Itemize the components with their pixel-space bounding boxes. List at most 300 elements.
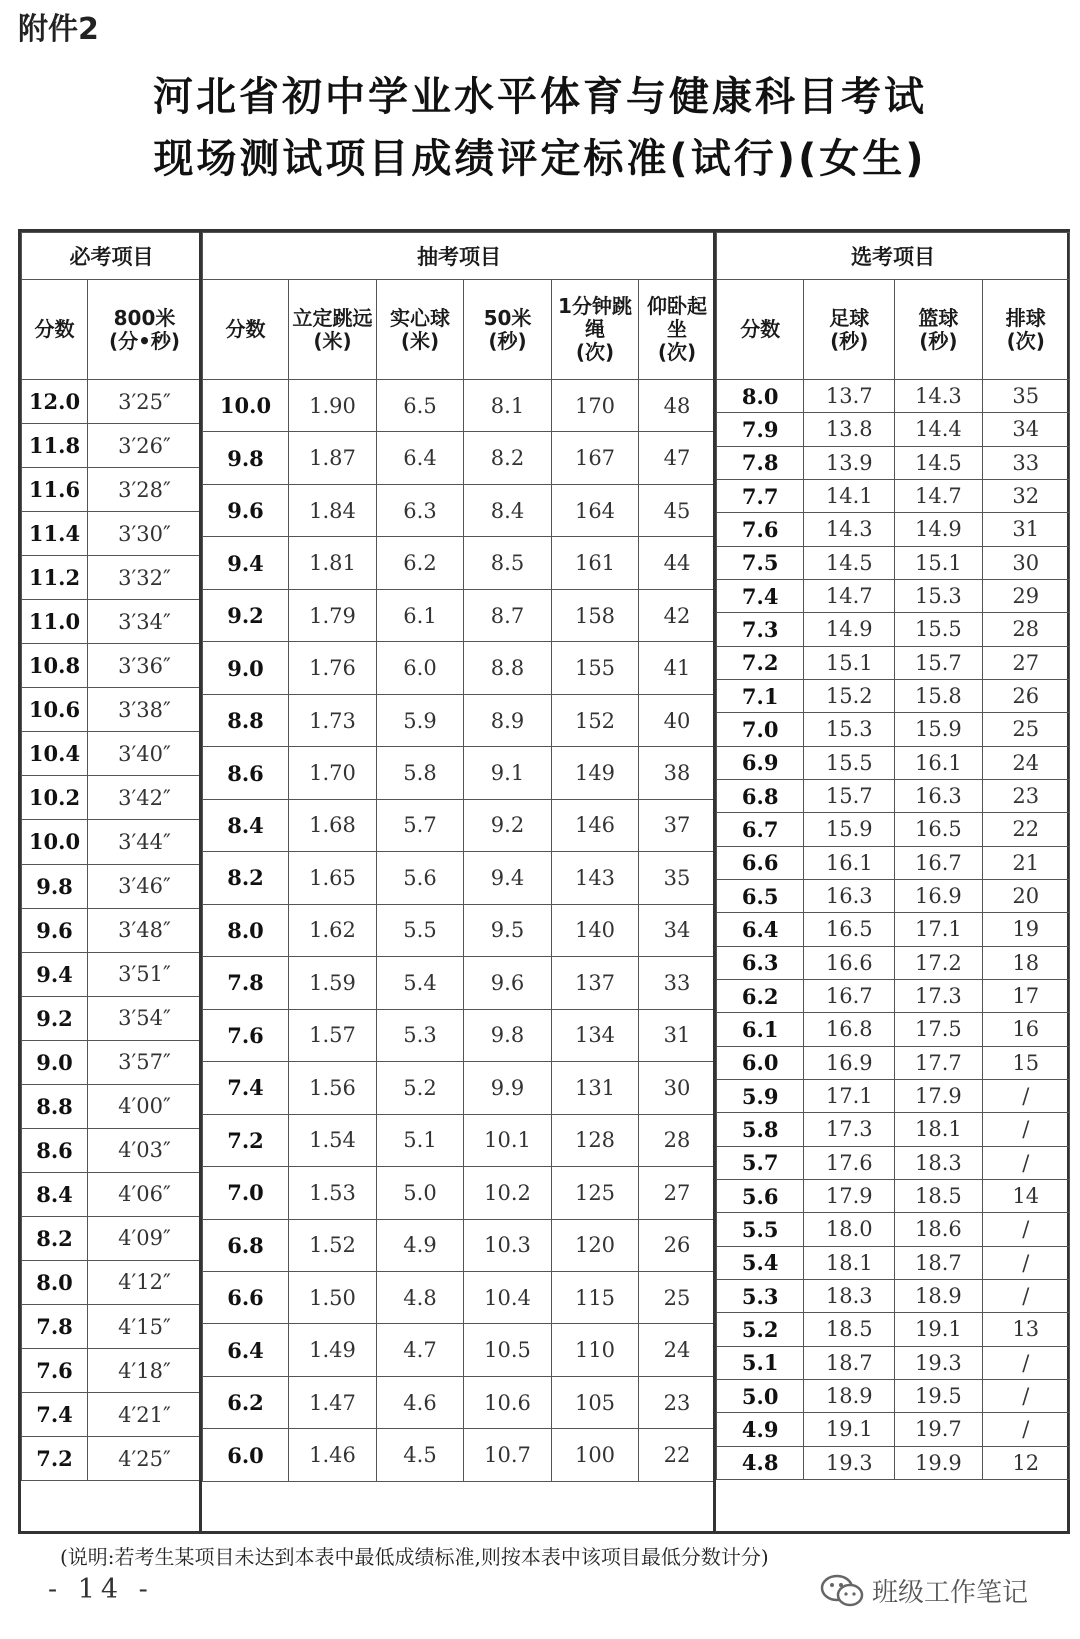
table-row (717, 1279, 1070, 1312)
table-row (22, 1260, 202, 1304)
value-cell: 4.8 (377, 1271, 464, 1323)
table-row (717, 1213, 1070, 1246)
wechat-icon (820, 1573, 864, 1609)
value-cell: 6.2 (377, 537, 464, 589)
table-row (203, 484, 716, 536)
table-row (717, 879, 1070, 912)
table-row (717, 1079, 1070, 1112)
value-cell: / (982, 1213, 1069, 1246)
score-cell: 7.4 (203, 1062, 289, 1114)
table-row (203, 537, 716, 589)
value-cell: / (982, 1113, 1069, 1146)
value-cell: 4.5 (377, 1429, 464, 1481)
value-cell: 15.3 (804, 713, 895, 746)
score-cell: 6.0 (203, 1429, 289, 1481)
table-row (717, 846, 1070, 879)
table-row (22, 1437, 202, 1481)
table-row (717, 1413, 1070, 1446)
value-cell: 161 (552, 537, 639, 589)
value-cell: 1.52 (289, 1219, 377, 1271)
score-cell: 10.0 (203, 380, 289, 432)
value-cell: 17 (982, 979, 1069, 1012)
score-cell: 9.2 (22, 996, 88, 1040)
value-cell: 41 (639, 642, 716, 694)
page-title-line1: 河北省初中学业水平体育与健康科目考试 (153, 74, 927, 120)
value-cell: 3′25″ (88, 380, 202, 424)
table-row (717, 479, 1070, 512)
score-cell: 7.8 (203, 957, 289, 1009)
score-cell: 6.6 (717, 846, 804, 879)
value-cell: 8.7 (464, 589, 552, 641)
value-cell: 5.0 (377, 1167, 464, 1219)
value-cell: 6.3 (377, 484, 464, 536)
value-cell: 8.8 (464, 642, 552, 694)
score-cell: 5.8 (717, 1113, 804, 1146)
value-cell: 15 (982, 1046, 1069, 1079)
value-cell: 10.1 (464, 1114, 552, 1166)
value-cell: 16.9 (804, 1046, 895, 1079)
column-header (717, 280, 804, 380)
value-cell: 38 (639, 747, 716, 799)
value-cell: 13.9 (804, 446, 895, 479)
value-cell: 9.6 (464, 957, 552, 1009)
value-cell: 164 (552, 484, 639, 536)
value-cell: 17.1 (895, 913, 982, 946)
score-cell: 11.8 (22, 424, 88, 468)
value-cell: 3′40″ (88, 732, 202, 776)
value-cell: 134 (552, 1009, 639, 1061)
value-cell: 15.3 (895, 579, 982, 612)
column-header-unit: (秒) (919, 328, 958, 353)
table-row (22, 996, 202, 1040)
value-cell: 26 (639, 1219, 716, 1271)
score-cell: 6.4 (717, 913, 804, 946)
value-cell: 23 (639, 1376, 716, 1428)
table-row (203, 1167, 716, 1219)
value-cell: 21 (982, 846, 1069, 879)
value-cell: 3′28″ (88, 468, 202, 512)
score-cell: 7.4 (22, 1393, 88, 1437)
column-header (982, 280, 1069, 380)
table-row (203, 1324, 716, 1376)
value-cell: 18.6 (895, 1213, 982, 1246)
table-row (22, 732, 202, 776)
value-cell: 19.7 (895, 1413, 982, 1446)
value-cell: 16.8 (804, 1013, 895, 1046)
value-cell: / (982, 1246, 1069, 1279)
value-cell: 4′21″ (88, 1393, 202, 1437)
score-cell: 8.4 (22, 1172, 88, 1216)
score-cell: 10.8 (22, 644, 88, 688)
value-cell: 158 (552, 589, 639, 641)
value-cell: 1.90 (289, 380, 377, 432)
value-cell: 8.4 (464, 484, 552, 536)
table-row (717, 1446, 1070, 1479)
value-cell: 3′26″ (88, 424, 202, 468)
value-cell: 19.3 (895, 1346, 982, 1379)
value-cell: 15.8 (895, 679, 982, 712)
value-cell: 1.76 (289, 642, 377, 694)
score-cell: 7.0 (203, 1167, 289, 1219)
value-cell: 149 (552, 747, 639, 799)
column-header-name: 分数 (225, 317, 266, 341)
watermark (820, 1572, 1028, 1609)
value-cell: 17.1 (804, 1079, 895, 1112)
value-cell: 19.5 (895, 1379, 982, 1412)
value-cell: 14.7 (895, 479, 982, 512)
score-cell: 6.8 (203, 1219, 289, 1271)
column-header-unit: (米) (400, 328, 440, 353)
score-cell: 8.6 (203, 747, 289, 799)
value-cell: 5.1 (377, 1114, 464, 1166)
value-cell: 9.2 (464, 799, 552, 851)
value-cell: 140 (552, 904, 639, 956)
value-cell: 13.8 (804, 413, 895, 446)
table-row (22, 820, 202, 864)
value-cell: 18 (982, 946, 1069, 979)
table-row (717, 1046, 1070, 1079)
score-cell: 9.2 (203, 589, 289, 641)
value-cell: 15.2 (804, 679, 895, 712)
page-title-line2: 现场测试项目成绩评定标准(试行)(女生) (153, 136, 927, 182)
table-row (717, 1179, 1070, 1212)
table-row (717, 380, 1070, 413)
value-cell: 17.3 (895, 979, 982, 1012)
score-cell: 10.2 (22, 776, 88, 820)
value-cell: 128 (552, 1114, 639, 1166)
value-cell: 14.1 (804, 479, 895, 512)
value-cell: 10.6 (464, 1376, 552, 1428)
value-cell: 3′54″ (88, 996, 202, 1040)
value-cell: 40 (639, 694, 716, 746)
table-row (203, 1271, 716, 1323)
score-cell: 9.6 (22, 908, 88, 952)
table-body (203, 380, 716, 1482)
value-cell: 16.7 (895, 846, 982, 879)
value-cell: 8.9 (464, 694, 552, 746)
value-cell: 1.57 (289, 1009, 377, 1061)
score-cell: 11.2 (22, 556, 88, 600)
table-row (22, 644, 202, 688)
value-cell: 8.1 (464, 380, 552, 432)
value-cell: 155 (552, 642, 639, 694)
column-header-unit: (秒) (830, 328, 869, 353)
value-cell: 5.7 (377, 799, 464, 851)
table-row (203, 1429, 716, 1481)
value-cell: 9.8 (464, 1009, 552, 1061)
value-cell: 17.7 (895, 1046, 982, 1079)
value-cell: 37 (639, 799, 716, 851)
value-cell: 10.2 (464, 1167, 552, 1219)
score-cell: 6.4 (203, 1324, 289, 1376)
score-cell: 7.8 (22, 1304, 88, 1348)
score-cell: 9.0 (22, 1040, 88, 1084)
column-header (22, 280, 88, 380)
table-row (22, 600, 202, 644)
score-cell: 12.0 (22, 380, 88, 424)
group-header-required: 必考项目 (22, 233, 202, 280)
value-cell: 3′34″ (88, 600, 202, 644)
value-cell: / (982, 1379, 1069, 1412)
value-cell: / (982, 1079, 1069, 1112)
table-row (717, 979, 1070, 1012)
group-header-optional: 选考项目 (717, 233, 1070, 280)
value-cell: 16 (982, 1013, 1069, 1046)
value-cell: 100 (552, 1429, 639, 1481)
value-cell: 10.3 (464, 1219, 552, 1271)
value-cell: 15.9 (804, 813, 895, 846)
value-cell: 45 (639, 484, 716, 536)
value-cell: 9.4 (464, 852, 552, 904)
value-cell: 6.5 (377, 380, 464, 432)
table-row (717, 1013, 1070, 1046)
score-cell: 10.0 (22, 820, 88, 864)
table-row (717, 1313, 1070, 1346)
value-cell: 28 (982, 613, 1069, 646)
value-cell: 5.5 (377, 904, 464, 956)
value-cell: 5.9 (377, 694, 464, 746)
score-cell: 8.8 (22, 1084, 88, 1128)
score-cell: 9.6 (203, 484, 289, 536)
column-header-unit: (次) (1006, 328, 1045, 353)
score-standard-table (18, 229, 1070, 1534)
column-header-name: 50米 (483, 305, 532, 330)
value-cell: 4′15″ (88, 1304, 202, 1348)
value-cell: 18.3 (804, 1279, 895, 1312)
value-cell: 1.53 (289, 1167, 377, 1219)
table-row (717, 513, 1070, 546)
value-cell: / (982, 1413, 1069, 1446)
score-cell: 6.6 (203, 1271, 289, 1323)
value-cell: 1.50 (289, 1271, 377, 1323)
value-cell: 4′12″ (88, 1260, 202, 1304)
attachment-label: 附件2 (18, 12, 99, 47)
value-cell: 125 (552, 1167, 639, 1219)
value-cell: 14.9 (895, 513, 982, 546)
table-row (203, 694, 716, 746)
value-cell: 30 (982, 546, 1069, 579)
table-row (203, 747, 716, 799)
score-cell: 7.5 (717, 546, 804, 579)
column-header-name: 800米 (113, 305, 176, 330)
value-cell: 18.5 (895, 1179, 982, 1212)
column-header-name: 分数 (740, 317, 781, 341)
column-header-name: 篮球 (918, 305, 959, 330)
value-cell: 17.9 (895, 1079, 982, 1112)
score-cell: 8.6 (22, 1128, 88, 1172)
column-header-name: 分数 (34, 317, 75, 341)
value-cell: 15.7 (895, 646, 982, 679)
score-cell: 7.3 (717, 613, 804, 646)
value-cell: 16.7 (804, 979, 895, 1012)
score-cell: 7.7 (717, 479, 804, 512)
value-cell: 8.5 (464, 537, 552, 589)
score-cell: 9.0 (203, 642, 289, 694)
table-row (717, 746, 1070, 779)
value-cell: 146 (552, 799, 639, 851)
value-cell: 19.3 (804, 1446, 895, 1479)
column-header (377, 280, 464, 380)
score-cell: 5.2 (717, 1313, 804, 1346)
value-cell: 16.5 (804, 913, 895, 946)
value-cell: 1.59 (289, 957, 377, 1009)
value-cell: 13.7 (804, 380, 895, 413)
score-cell: 8.8 (203, 694, 289, 746)
score-cell: 9.4 (22, 952, 88, 996)
value-cell: 34 (982, 413, 1069, 446)
value-cell: 10.5 (464, 1324, 552, 1376)
score-cell: 6.8 (717, 779, 804, 812)
score-cell: 5.7 (717, 1146, 804, 1179)
table-row (203, 432, 716, 484)
value-cell: 3′42″ (88, 776, 202, 820)
value-cell: 3′48″ (88, 908, 202, 952)
table-row (717, 913, 1070, 946)
random-items-table (202, 232, 716, 1482)
score-cell: 8.0 (717, 380, 804, 413)
score-cell: 5.5 (717, 1213, 804, 1246)
value-cell: 13 (982, 1313, 1069, 1346)
value-cell: 3′46″ (88, 864, 202, 908)
table-row (22, 908, 202, 952)
score-cell: 6.2 (717, 979, 804, 1012)
column-header-unit: (米) (313, 328, 352, 353)
value-cell: 4′06″ (88, 1172, 202, 1216)
column-header-name: 1分钟跳绳 (558, 294, 632, 341)
table-row (717, 1246, 1070, 1279)
score-cell: 7.6 (717, 513, 804, 546)
value-cell: 23 (982, 779, 1069, 812)
value-cell: 6.0 (377, 642, 464, 694)
value-cell: 42 (639, 589, 716, 641)
table-row (717, 1346, 1070, 1379)
value-cell: 30 (639, 1062, 716, 1114)
value-cell: 44 (639, 537, 716, 589)
column-header (289, 280, 377, 380)
table-row (22, 468, 202, 512)
table-row (203, 852, 716, 904)
value-cell: / (982, 1346, 1069, 1379)
score-cell: 6.2 (203, 1376, 289, 1428)
value-cell: 4′25″ (88, 1437, 202, 1481)
value-cell: 16.3 (804, 879, 895, 912)
value-cell: 1.87 (289, 432, 377, 484)
value-cell: 17.9 (804, 1179, 895, 1212)
value-cell: 35 (639, 852, 716, 904)
table-row (717, 413, 1070, 446)
score-cell: 9.8 (203, 432, 289, 484)
value-cell: 143 (552, 852, 639, 904)
value-cell: 4.9 (377, 1219, 464, 1271)
table-row (203, 589, 716, 641)
table-row (717, 1113, 1070, 1146)
column-header-name: 足球 (829, 305, 870, 330)
value-cell: 5.6 (377, 852, 464, 904)
value-cell: 24 (982, 746, 1069, 779)
value-cell: 14.7 (804, 579, 895, 612)
value-cell: 22 (982, 813, 1069, 846)
table-row (717, 579, 1070, 612)
score-cell: 10.6 (22, 688, 88, 732)
table-row (203, 1009, 716, 1061)
value-cell: 152 (552, 694, 639, 746)
value-cell: 18.9 (804, 1379, 895, 1412)
score-cell: 6.0 (717, 1046, 804, 1079)
value-cell: 1.56 (289, 1062, 377, 1114)
score-cell: 5.6 (717, 1179, 804, 1212)
value-cell: 15.1 (804, 646, 895, 679)
score-cell: 8.2 (203, 852, 289, 904)
score-cell: 9.8 (22, 864, 88, 908)
table-row (203, 904, 716, 956)
value-cell: 48 (639, 380, 716, 432)
score-cell: 6.5 (717, 879, 804, 912)
value-cell: 9.9 (464, 1062, 552, 1114)
column-header-row (22, 280, 202, 380)
table-row (203, 1376, 716, 1428)
value-cell: 16.3 (895, 779, 982, 812)
column-header (804, 280, 895, 380)
value-cell: 1.47 (289, 1376, 377, 1428)
value-cell: 34 (639, 904, 716, 956)
value-cell: 1.54 (289, 1114, 377, 1166)
column-header (88, 280, 202, 380)
score-cell: 9.4 (203, 537, 289, 589)
value-cell: 14.5 (895, 446, 982, 479)
table-row (22, 556, 202, 600)
table-row (22, 1172, 202, 1216)
table-row (22, 1084, 202, 1128)
score-cell: 5.4 (717, 1246, 804, 1279)
value-cell: 15.1 (895, 546, 982, 579)
column-header-name: 仰卧起坐 (647, 294, 708, 341)
value-cell: 29 (982, 579, 1069, 612)
value-cell: 1.70 (289, 747, 377, 799)
table-row (203, 380, 716, 432)
column-header-unit: (次) (657, 340, 697, 364)
value-cell: 15.5 (804, 746, 895, 779)
column-header-unit: (次) (575, 340, 615, 364)
value-cell: 14.3 (804, 513, 895, 546)
value-cell: 3′38″ (88, 688, 202, 732)
value-cell: 3′57″ (88, 1040, 202, 1084)
column-header (895, 280, 982, 380)
value-cell: 110 (552, 1324, 639, 1376)
value-cell: 22 (639, 1429, 716, 1481)
value-cell: 16.1 (804, 846, 895, 879)
value-cell: 3′30″ (88, 512, 202, 556)
value-cell: 4′03″ (88, 1128, 202, 1172)
score-cell: 6.7 (717, 813, 804, 846)
page-number: - 14 - (48, 1574, 154, 1605)
score-cell: 7.2 (22, 1437, 88, 1481)
column-header (203, 280, 289, 380)
table-row (203, 957, 716, 1009)
value-cell: 16.5 (895, 813, 982, 846)
score-cell: 7.9 (717, 413, 804, 446)
value-cell: 15.7 (804, 779, 895, 812)
value-cell: / (982, 1146, 1069, 1179)
table-row (203, 642, 716, 694)
table-row (22, 1040, 202, 1084)
value-cell: 9.5 (464, 904, 552, 956)
value-cell: 12 (982, 1446, 1069, 1479)
value-cell: / (982, 1279, 1069, 1312)
table-row (22, 380, 202, 424)
value-cell: 4.7 (377, 1324, 464, 1376)
score-cell: 8.0 (203, 904, 289, 956)
table-row (22, 512, 202, 556)
